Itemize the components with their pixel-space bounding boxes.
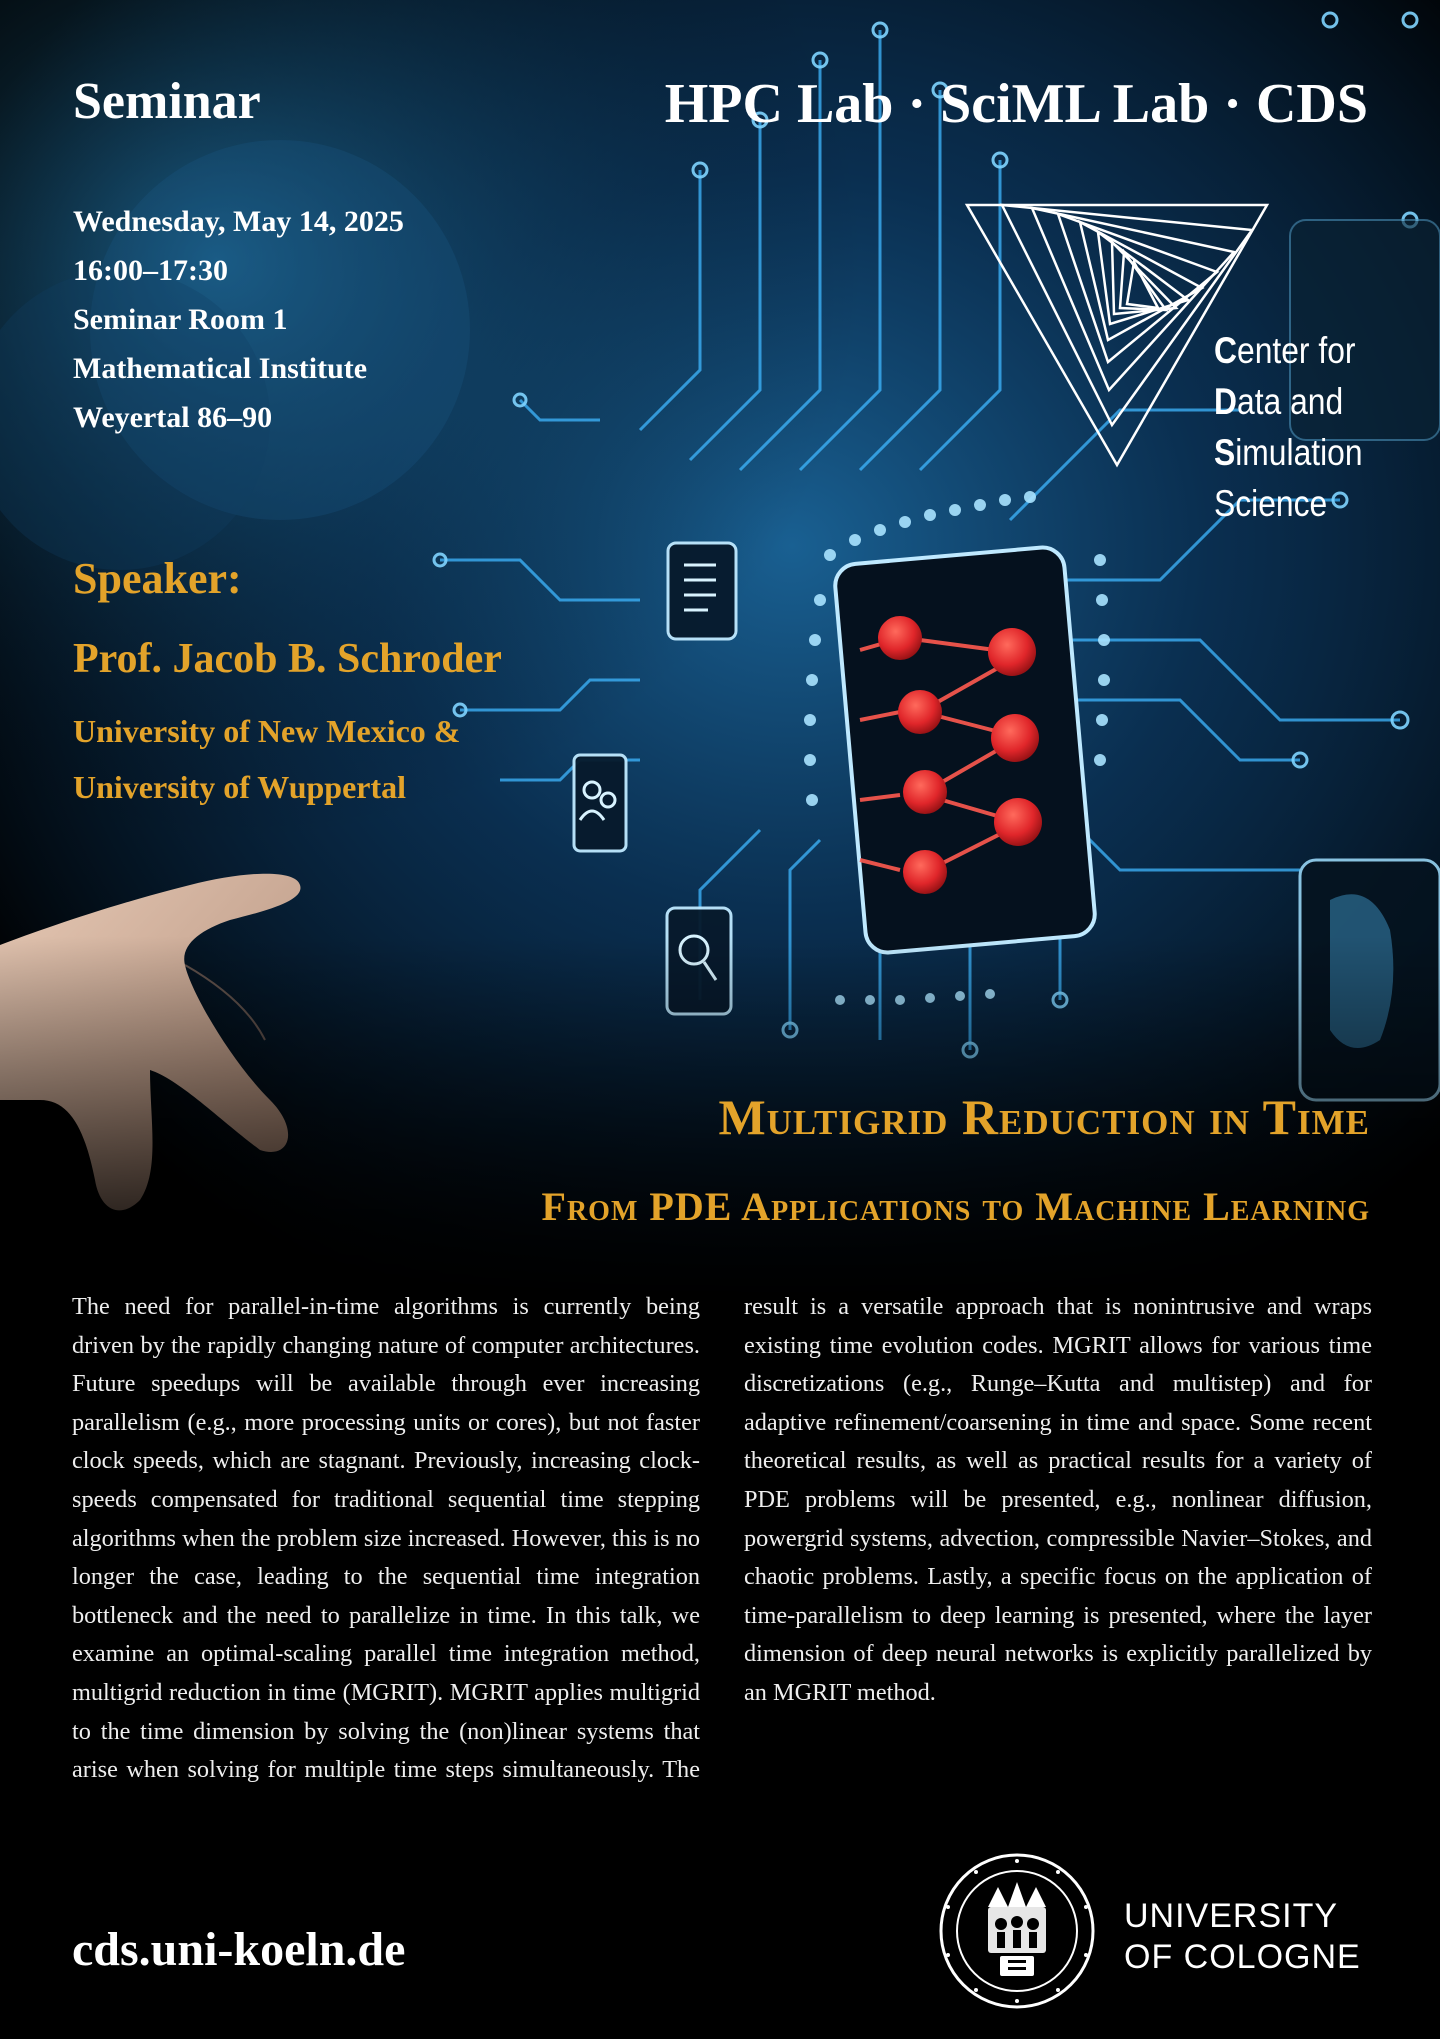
event-institute: Mathematical Institute [73, 352, 368, 385]
talk-subtitle: From PDE Applications to Machine Learning [541, 1184, 1370, 1229]
university-seal-icon [938, 1852, 1096, 2010]
cds-logo-line4: Science [1214, 483, 1328, 524]
speaker-affiliation-line2: University of Wuppertal [73, 769, 407, 805]
university-name [1124, 1896, 1361, 1978]
event-type-label: Seminar [73, 73, 261, 130]
cds-logo-line1: Center for [1214, 330, 1356, 371]
event-room: Seminar Room 1 [73, 303, 288, 336]
website-link[interactable]: cds.uni-koeln.de [72, 1923, 406, 1976]
university-name-line2: OF COLOGNE [1124, 1938, 1361, 1976]
event-info [73, 197, 404, 442]
event-address: Weyertal 86–90 [73, 401, 273, 434]
organizers-label: HPC Lab · SciML Lab · CDS [664, 73, 1368, 135]
talk-title: Multigrid Reduction in Time [718, 1089, 1370, 1145]
speaker-affiliation-line1: University of New Mexico & [73, 713, 461, 749]
cds-logo-text [1214, 325, 1363, 529]
university-name-line1: UNIVERSITY [1124, 1897, 1339, 1935]
event-time: 16:00–17:30 [73, 254, 228, 287]
talk-abstract: The need for parallel-in-time algorithms is currently being driven by the rapidly changing nature of computer architectures. Future speedups will be available through ever increasing parallelism (e.g., more processing units or cores), but not faster clock speeds, which are stagnant. Previously, increasing clock-speeds compensated for traditional sequential time stepping algorithms when the problem size increased. However, this is no longer the case, leading to the sequential time integration bottleneck and the need to parallelize in time. In this talk, we examine an optimal-scaling parallel time integration method, multigrid reduction in time (MGRIT). MGRIT applies multigrid to the time dimension by solving the (non)linear systems that arise when solving for multiple time steps simultaneously. The result is a versatile approach that is nonintrusive and wraps existing time evolution codes. MGRIT allows for various time discretizations (e.g., Runge–Kutta and multistep) and for adaptive refinement/coarsening in time and space. Some recent theoretical results, as well as practical results for a variety of PDE problems will be presented, e.g., nonlinear diffusion, powergrid systems, advection, compressible Navier–Stokes, and chaotic problems. Lastly, a specific focus on the application of time-parallelism to deep learning is presented, where the layer dimension of deep neural networks is explicitly parallelized by an MGRIT method. [72, 1293, 1372, 1784]
cds-logo-line3: Simulation [1214, 432, 1363, 473]
cds-logo-line2: Data and [1214, 381, 1344, 422]
event-date: Wednesday, May 14, 2025 [73, 205, 404, 238]
speaker-affiliation [73, 703, 460, 815]
speaker-heading: Speaker: [73, 554, 242, 603]
speaker-name: Prof. Jacob B. Schroder [73, 636, 502, 682]
